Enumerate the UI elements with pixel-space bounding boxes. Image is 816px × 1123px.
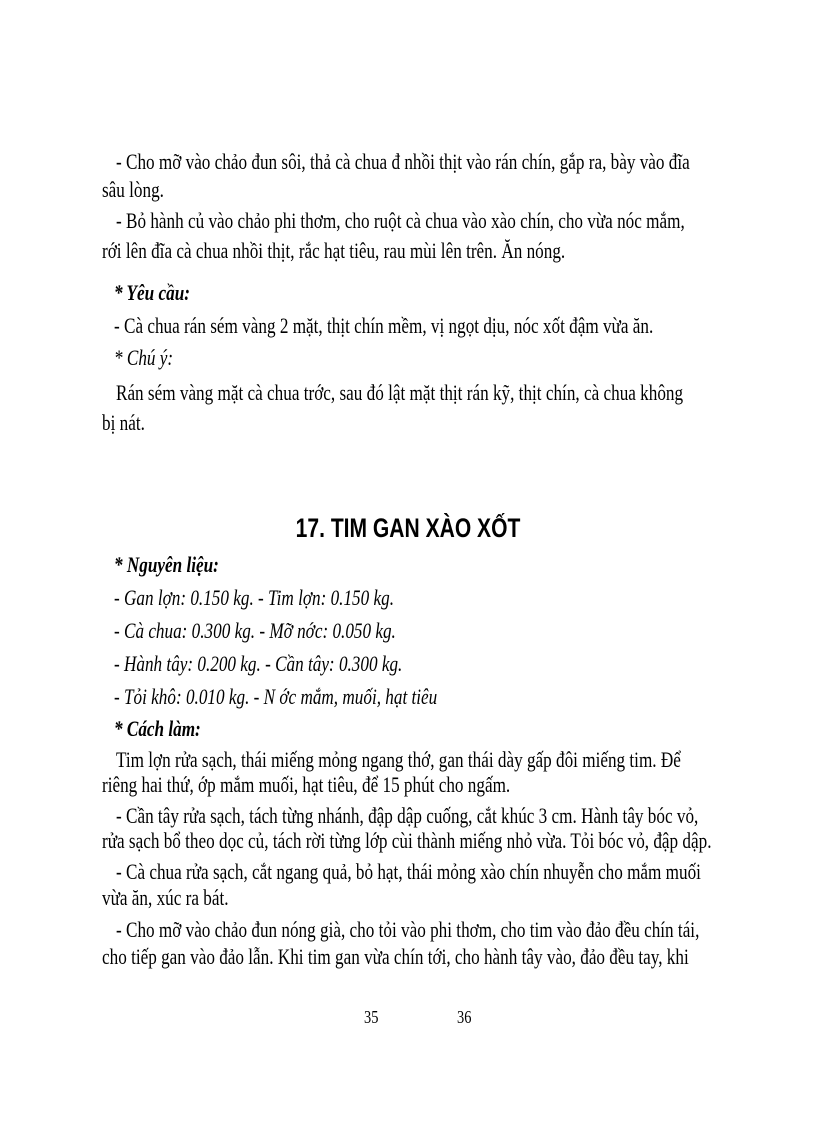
requirement-heading: * Yêu cầu: [114,280,190,305]
method-line: cho tiếp gan vào đảo lẫn. Khi tim gan vừa chín tới, cho hành tây vào, đảo đều tay, khi [102,944,689,969]
method-line: vừa ăn, xúc ra bát. [102,885,229,910]
ingredient-line: - Tỏi khô: 0.010 kg. - N ớc mắm, muối, hạt tiêu [114,684,438,709]
note-line: Rán sém vàng mặt cà chua trớc, sau đó lật mặt thịt rán kỹ, thịt chín, cà chua không [116,380,684,405]
ingredient-line: - Gan lợn: 0.150 kg. - Tim lợn: 0.150 kg. [114,585,394,610]
paragraph-line: - Cho mỡ vào chảo đun sôi, thả cà chua đ nhồi thịt vào rán chín, gắp ra, bày vào đĩa [116,149,690,174]
method-line: rửa sạch bổ theo dọc củ, tách rời từng lớp cùi thành miếng nhỏ vừa. Tỏi bóc vỏ, đập dập. [102,828,712,853]
paragraph-line: sâu lòng. [102,177,164,202]
ingredient-line: - Hành tây: 0.200 kg. - Cần tây: 0.300 kg. [114,651,403,676]
page-number-right: 36 [457,1007,472,1027]
paragraph-line: rới lên đĩa cà chua nhồi thịt, rắc hạt tiêu, rau mùi lên trên. Ăn nóng. [102,238,566,263]
method-line: - Cho mỡ vào chảo đun nóng già, cho tỏi vào phi thơm, cho tim vào đảo đều chín tái, [116,917,700,942]
page-number-left: 35 [364,1007,379,1027]
ingredients-heading: * Nguyên liệu: [114,552,219,577]
requirement-text: - Cà chua rán sém vàng 2 mặt, thịt chín mềm, vị ngọt dịu, nóc xốt đậm vừa ăn. [114,313,654,338]
note-line: bị nát. [102,410,145,435]
ingredient-line: - Cà chua: 0.300 kg. - Mỡ nớc: 0.050 kg. [114,618,396,643]
method-line: - Cà chua rửa sạch, cắt ngang quả, bỏ hạt, thái mỏng xào chín nhuyễn cho mắm muối [116,859,701,884]
method-heading: * Cách làm: [114,716,201,741]
method-line: riêng hai thứ, ớp mắm muối, hạt tiêu, để 15 phút cho ngấm. [102,772,511,797]
note-heading: * Chú ý: [114,345,174,370]
recipe-title: 17. TIM GAN XÀO XỐT [295,513,521,543]
paragraph-line: - Bỏ hành củ vào chảo phi thơm, cho ruột cà chua vào xào chín, cho vừa nóc mắm, [116,208,685,233]
method-line: - Cần tây rửa sạch, tách từng nhánh, đập dập cuống, cắt khúc 3 cm. Hành tây bóc vỏ, [116,803,699,828]
method-line: Tim lợn rửa sạch, thái miếng mỏng ngang thớ, gan thái dày gấp đôi miếng tim. Để [116,747,681,772]
